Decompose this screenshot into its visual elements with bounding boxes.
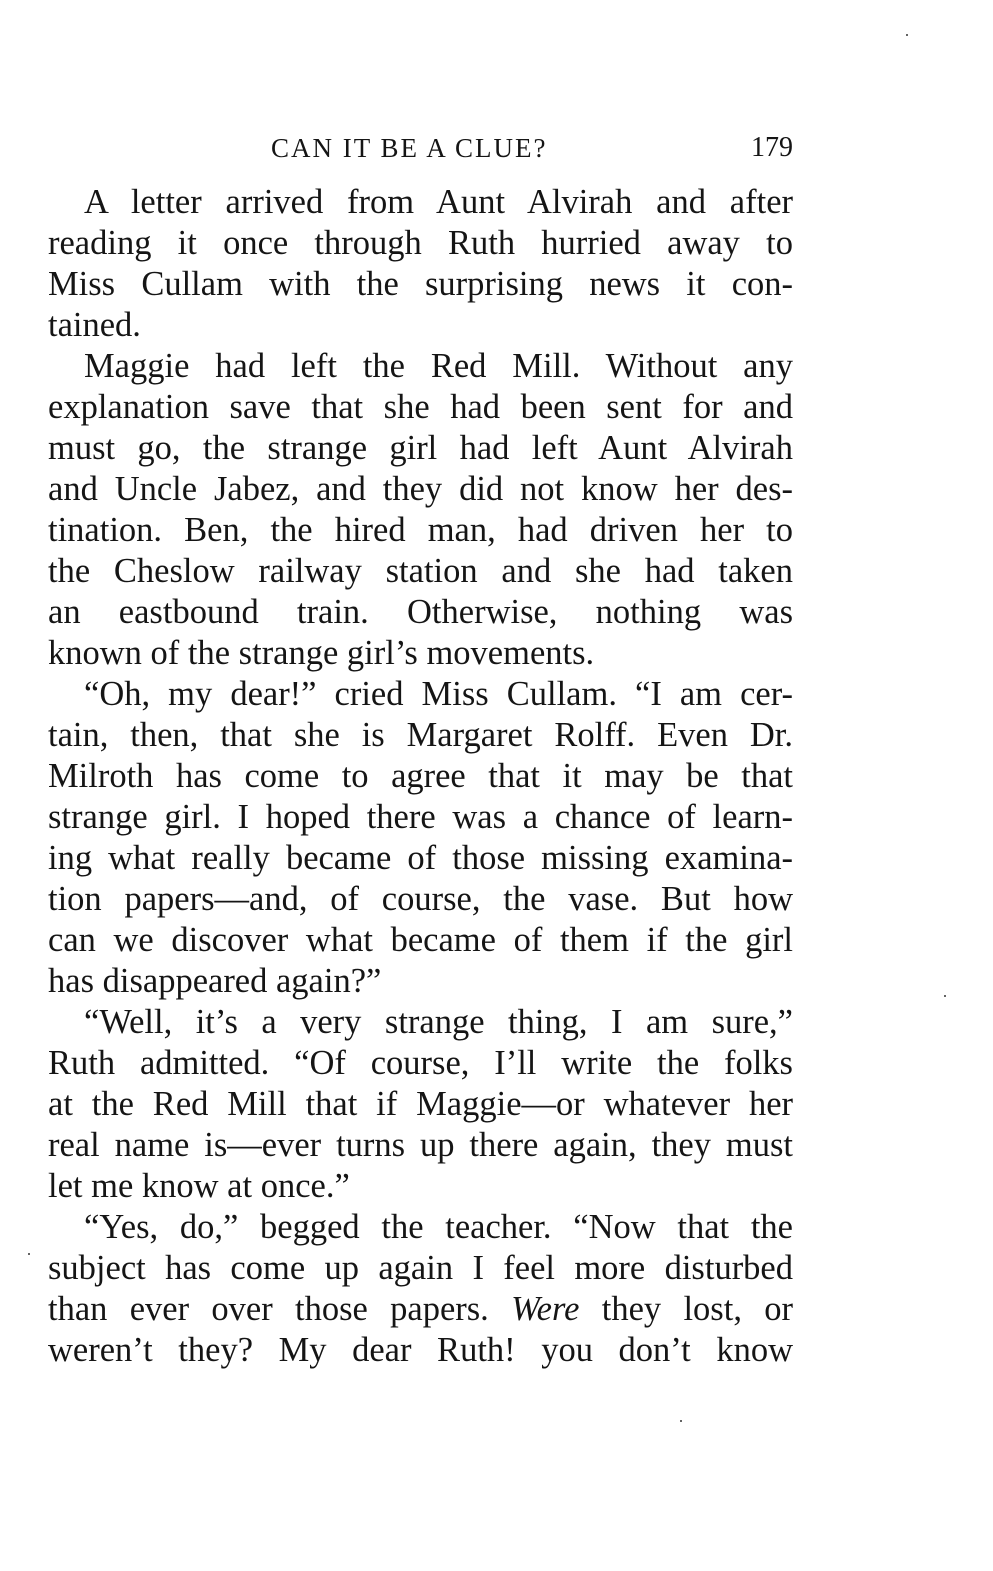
scan-speck [906,34,908,36]
paragraph-3 [48,674,793,1002]
text-line: an eastbound train. Otherwise, nothing was [48,593,793,631]
text-line: weren’t they? My dear Ruth! you don’t know [48,1331,793,1369]
text-line: real name is—ever turns up there again, they must [48,1126,793,1164]
scan-speck [944,995,946,997]
text-line: strange girl. I hoped there was a chance of learn- [48,798,793,836]
text-line: subject has come up again I feel more disturbed [48,1249,793,1287]
text-line: tain, then, that she is Margaret Rolff. Even Dr. [48,716,793,754]
text-line: ing what really became of those missing examina- [48,839,793,877]
text-line: tion papers—and, of course, the vase. But how [48,880,793,918]
text-line: known of the strange girl’s movements. [48,634,595,672]
body-text [48,182,793,1371]
paragraph-2 [48,346,793,674]
text-line: explanation save that she had been sent for and [48,388,793,426]
paragraph-4 [48,1002,793,1207]
text-line: tained. [48,306,141,344]
running-head [48,128,793,168]
text-line: at the Red Mill that if Maggie—or whatever her [48,1085,793,1123]
text-line-mixed [48,1289,793,1330]
text-line: must go, the strange girl had left Aunt Alvirah [48,429,793,467]
text-line: Miss Cullam with the surprising news it con- [48,265,793,303]
text-line: let me know at once.” [48,1167,350,1205]
text-line: “Yes, do,” begged the teacher. “Now that the [84,1208,793,1246]
italic-emphasis: Were [511,1290,580,1328]
scan-speck [28,1253,30,1255]
running-title: CAN IT BE A CLUE? [271,133,548,163]
scan-speck [680,1420,682,1422]
text-line: tination. Ben, the hired man, had driven her to [48,511,793,549]
text-line: can we discover what became of them if the girl [48,921,793,959]
text-line: reading it once through Ruth hurried away to [48,224,793,262]
text-line: and Uncle Jabez, and they did not know her des- [48,470,793,508]
text-line: “Oh, my dear!” cried Miss Cullam. “I am cer- [84,675,793,713]
text-line: has disappeared again?” [48,962,382,1000]
text-run: than ever over those papers. [48,1290,489,1328]
text-line: Maggie had left the Red Mill. Without any [84,347,793,385]
text-line: Ruth admitted. “Of course, I’ll write the folks [48,1044,793,1082]
text-line: “Well, it’s a very strange thing, I am sure,” [84,1003,793,1041]
paragraph-1 [48,182,793,346]
text-run: they lost, or [601,1290,793,1328]
page-number: 179 [751,132,793,163]
text-line: A letter arrived from Aunt Alvirah and after [84,183,793,221]
text-line: Milroth has come to agree that it may be that [48,757,793,795]
text-line: the Cheslow railway station and she had taken [48,552,793,590]
paragraph-5 [48,1207,793,1371]
